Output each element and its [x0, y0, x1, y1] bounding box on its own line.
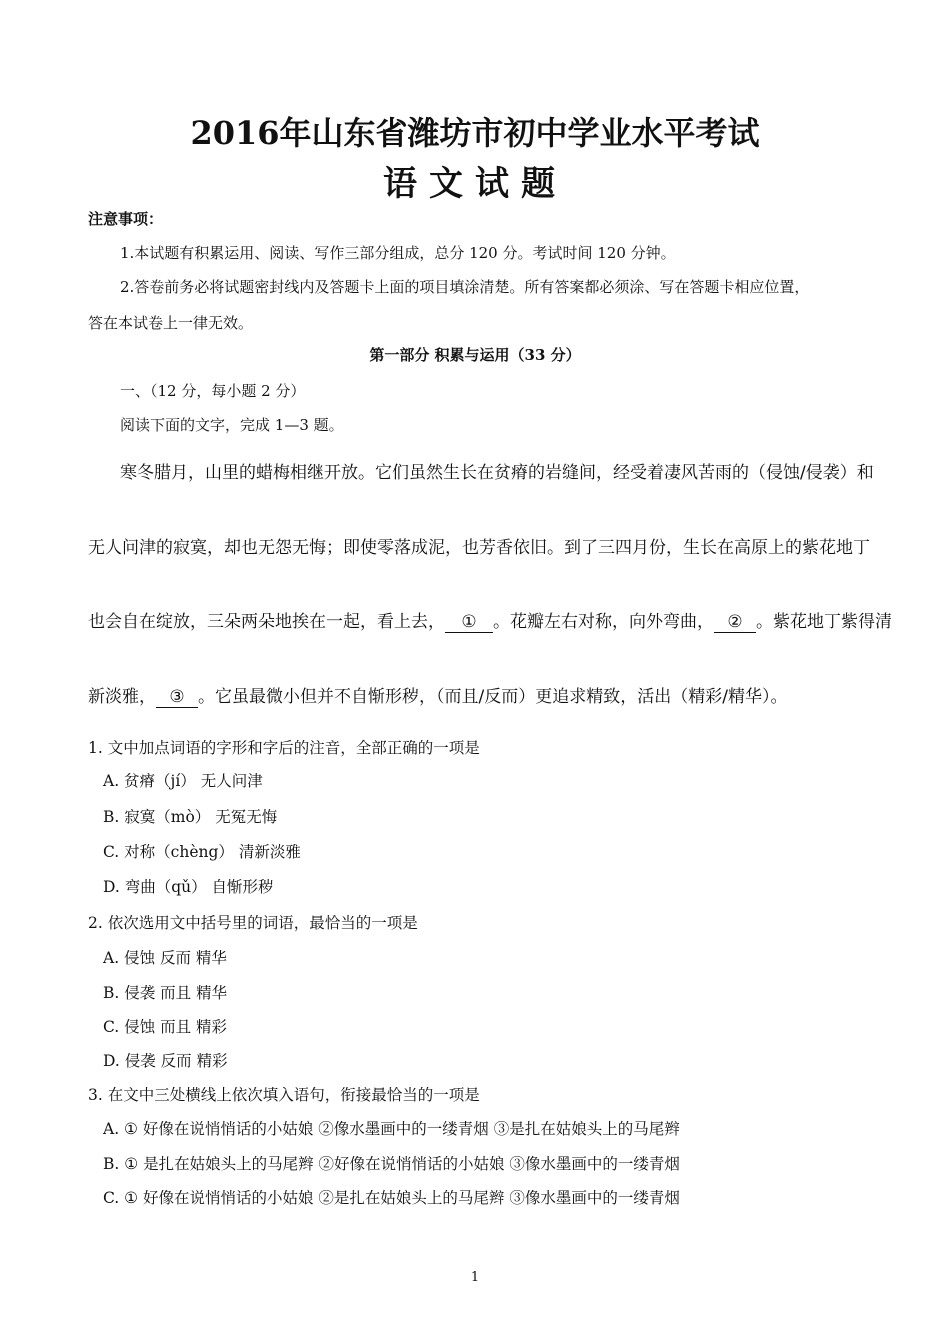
notice-item-2: 2.答卷前务必将试题密封线内及答题卡上面的项目填涂清楚。所有答案都必须涂、写在答题卡相应位置， — [120, 278, 810, 296]
question-1-option-a: A. 贫瘠（jí） 无人问津 — [103, 772, 263, 790]
question-1-option-c: C. 对称（chèng） 清新淡雅 — [103, 843, 301, 861]
passage-text: 也会自在绽放，三朵两朵地挨在一起，看上去， — [88, 612, 445, 632]
question-1-stem: 1. 文中加点词语的字形和字后的注音，全部正确的一项是 — [88, 739, 480, 757]
question-1-option-d: D. 弯曲（qǔ） 自惭形秽 — [103, 878, 274, 896]
passage-text: 新淡雅， — [88, 687, 156, 707]
question-1-option-b: B. 寂寞（mò） 无冤无悔 — [103, 808, 278, 826]
passage-line-3 — [88, 607, 892, 633]
question-3-option-c: C. ① 好像在说悄悄话的小姑娘 ②是扎在姑娘头上的马尾辫 ③像水墨画中的一缕青烟 — [103, 1189, 680, 1207]
question-3-stem: 3. 在文中三处横线上依次填入语句，衔接最恰当的一项是 — [88, 1086, 480, 1104]
notice-heading: 注意事项： — [88, 210, 164, 228]
passage-text: 。花瓣左右对称，向外弯曲， — [493, 612, 714, 632]
blank-3: ③ — [156, 687, 198, 708]
blank-2: ② — [714, 612, 756, 633]
question-2-option-b: B. 侵袭 而且 精华 — [103, 984, 228, 1002]
passage-line-4 — [88, 682, 787, 708]
page-number: 1 — [470, 1270, 480, 1285]
notice-item-1: 1.本试题有积累运用、阅读、写作三部分组成，总分 120 分。考试时间 120 分钟。 — [120, 244, 676, 262]
part-instruction: 阅读下面的文字，完成 1—3 题。 — [120, 416, 344, 434]
notice-item-2-cont: 答在本试卷上一律无效。 — [88, 314, 254, 332]
question-3-option-a: A. ① 好像在说悄悄话的小姑娘 ②像水墨画中的一缕青烟 ③是扎在姑娘头上的马尾辫 — [103, 1120, 680, 1138]
exam-subtitle: 语文试题 — [383, 164, 567, 204]
passage-line-1: 寒冬腊月，山里的蜡梅相继开放。它们虽然生长在贫瘠的岩缝间，经受着凄风苦雨的（侵蚀/侵袭）和 — [120, 463, 874, 483]
part-header: 一、（12 分，每小题 2 分） — [120, 382, 306, 400]
passage-text: 。它虽最微小但并不自惭形秽，（而且/反而）更追求精致，活出（精彩/精华）。 — [198, 687, 788, 707]
question-2-option-a: A. 侵蚀 反而 精华 — [103, 949, 227, 967]
passage-line-2: 无人问津的寂寞，却也无怨无悔；即使零落成泥，也芳香依旧。到了三四月份，生长在高原上的紫花地丁 — [88, 538, 870, 558]
question-2-stem: 2. 依次选用文中括号里的词语，最恰当的一项是 — [88, 914, 418, 932]
passage-text: 。紫花地丁紫得清 — [756, 612, 892, 632]
question-3-option-b: B. ① 是扎在姑娘头上的马尾辫 ②好像在说悄悄话的小姑娘 ③像水墨画中的一缕青烟 — [103, 1155, 680, 1173]
question-2-option-d: D. 侵袭 反而 精彩 — [103, 1052, 228, 1070]
exam-title: 2016年山东省潍坊市初中学业水平考试 — [190, 114, 760, 152]
section-heading: 第一部分 积累与运用（33 分） — [369, 346, 581, 364]
question-2-option-c: C. 侵蚀 而且 精彩 — [103, 1018, 228, 1036]
blank-1: ① — [445, 612, 493, 633]
